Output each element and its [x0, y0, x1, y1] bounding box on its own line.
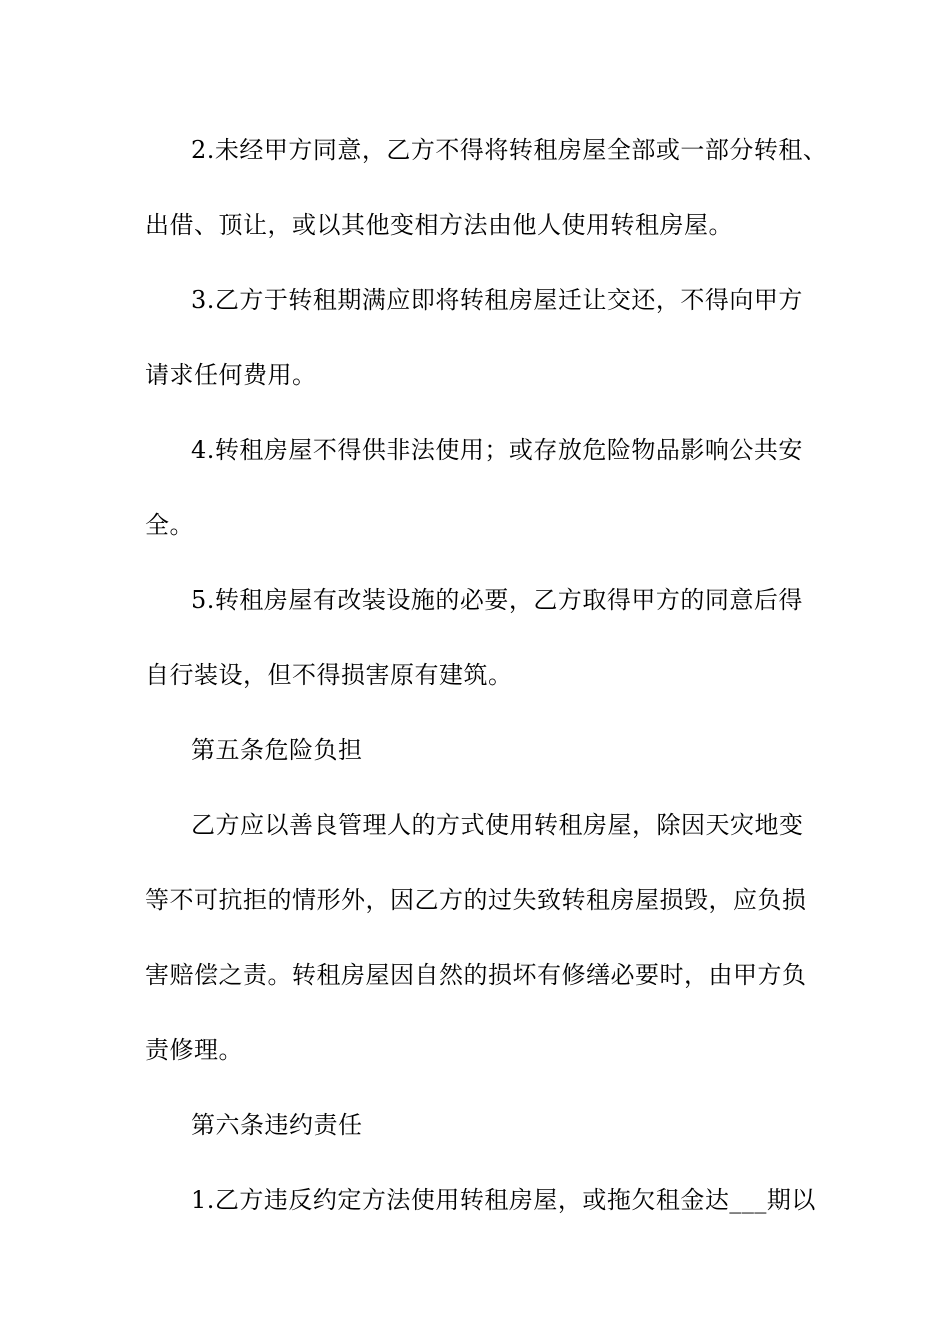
clause-6-item-1-line-1: 1.乙方违反约定方法使用转租房屋，或拖欠租金达___期以 [191, 1186, 816, 1214]
clause-4-item-2-line-1: 2.未经甲方同意，乙方不得将转租房屋全部或一部分转租、 [191, 136, 828, 164]
clause-4-item-4-line-2: 全。 [145, 511, 194, 539]
clause-5-paragraph-line-3: 害赔偿之责。转租房屋因自然的损坏有修缮必要时，由甲方负 [145, 961, 807, 989]
clause-4-item-4-line-1: 4.转租房屋不得供非法使用；或存放危险物品影响公共安 [191, 436, 803, 464]
clause-5-paragraph-line-4: 责修理。 [145, 1036, 243, 1064]
clause-5-paragraph-line-1: 乙方应以善良管理人的方式使用转租房屋，除因天灾地变 [191, 811, 804, 839]
clause-5-heading: 第五条危险负担 [191, 736, 363, 764]
clause-4-item-3-line-1: 3.乙方于转租期满应即将转租房屋迁让交还，不得向甲方 [191, 286, 803, 314]
clause-4-item-3-line-2: 请求任何费用。 [145, 361, 317, 389]
clause-6-heading: 第六条违约责任 [191, 1111, 363, 1139]
clause-4-item-5-line-1: 5.转租房屋有改装设施的必要，乙方取得甲方的同意后得 [191, 586, 803, 614]
clause-5-paragraph-line-2: 等不可抗拒的情形外，因乙方的过失致转租房屋损毁，应负损 [145, 886, 807, 914]
clause-4-item-2-line-2: 出借、顶让，或以其他变相方法由他人使用转租房屋。 [145, 211, 733, 239]
clause-4-item-5-line-2: 自行装设，但不得损害原有建筑。 [145, 661, 513, 689]
